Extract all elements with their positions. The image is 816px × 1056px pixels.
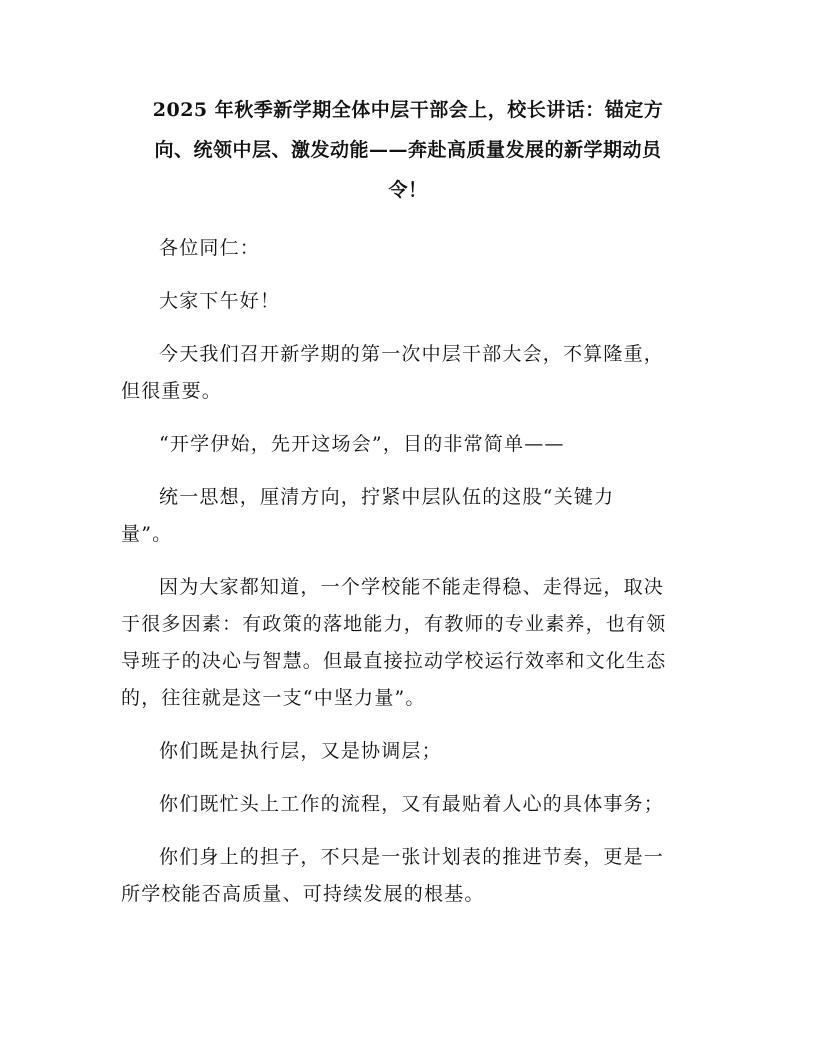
paragraph-line: 但很重要。 <box>121 380 223 402</box>
title-line: 2025 年秋季新学期全体中层干部会上，校长讲话：锚定方 <box>152 99 664 121</box>
paragraph-greeting <box>121 230 701 267</box>
title-line: 令！ <box>388 179 428 201</box>
paragraph <box>121 426 701 463</box>
paragraph-line: 你们既忙头上工作的流程，又有最贴着人心的具体事务； <box>159 793 665 815</box>
document-title <box>118 90 698 210</box>
paragraph-line: 因为大家都知道，一个学校能不能走得稳、走得远，取决 <box>159 576 665 598</box>
paragraph-line: 你们既是执行层，又是协调层； <box>159 740 442 762</box>
paragraph-line: 导班子的决心与智慧。但最直接拉动学校运行效率和文化生态 <box>121 650 667 672</box>
paragraph <box>121 733 701 770</box>
paragraph-line: 各位同仁： <box>159 237 261 259</box>
document-body <box>121 230 701 929</box>
paragraph <box>121 569 701 717</box>
paragraph <box>121 336 701 410</box>
paragraph-salutation <box>121 283 701 320</box>
paragraph <box>121 839 701 913</box>
paragraph-line: 量”。 <box>121 523 173 545</box>
paragraph-line: “开学伊始，先开这场会”，目的非常简单—— <box>159 433 565 455</box>
paragraph-line: 今天我们召开新学期的第一次中层干部大会，不算隆重， <box>159 343 665 365</box>
paragraph <box>121 479 701 553</box>
paragraph-line: 统一思想，厘清方向，拧紧中层队伍的这股“关键力 <box>159 486 615 508</box>
paragraph-line: 的，往往就是这一支“中坚力量”。 <box>121 687 426 709</box>
paragraph-line: 所学校能否高质量、可持续发展的根基。 <box>121 883 485 905</box>
paragraph-line: 你们身上的担子，不只是一张计划表的推进节奏，更是一 <box>159 846 665 868</box>
title-line: 向、统领中层、激发动能——奔赴高质量发展的新学期动员 <box>154 139 662 161</box>
paragraph-line: 大家下午好！ <box>159 290 281 312</box>
paragraph-line: 于很多因素：有政策的落地能力，有教师的专业素养，也有领 <box>121 613 667 635</box>
paragraph <box>121 786 701 823</box>
